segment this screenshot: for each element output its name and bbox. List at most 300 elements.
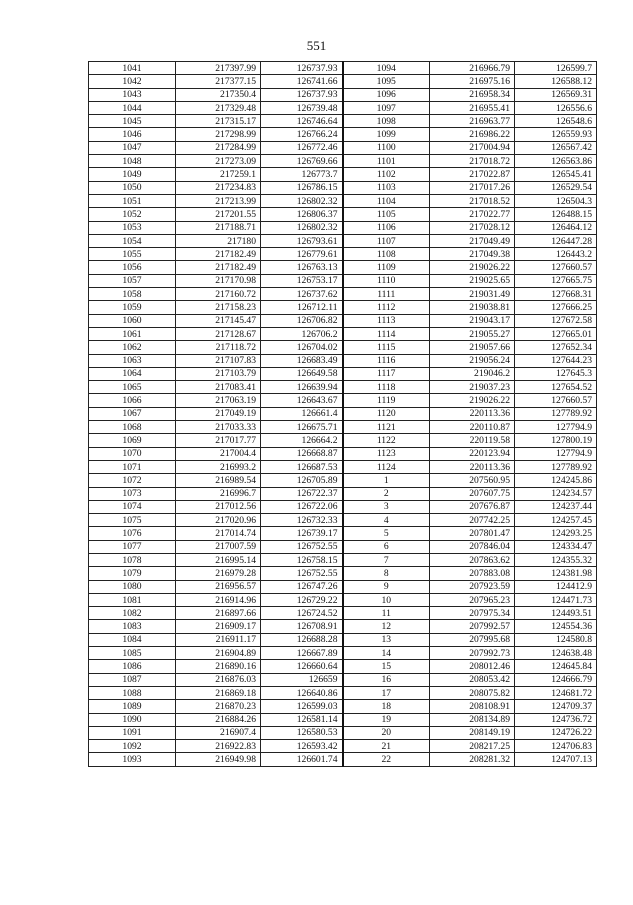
point-number-cell: 1061 xyxy=(89,327,176,340)
y-coordinate-cell: 127660.57 xyxy=(515,394,597,407)
y-coordinate-cell: 126488.15 xyxy=(515,208,597,221)
y-coordinate-cell: 124381.98 xyxy=(515,567,597,580)
table-row xyxy=(89,740,597,753)
y-coordinate-cell: 127654.52 xyxy=(515,381,597,394)
y-coordinate-cell: 126683.49 xyxy=(261,354,343,367)
y-coordinate-cell: 127789.92 xyxy=(515,460,597,473)
y-coordinate-cell: 124736.72 xyxy=(515,713,597,726)
x-coordinate-cell: 207992.73 xyxy=(430,647,515,660)
y-coordinate-cell: 126443.2 xyxy=(515,248,597,261)
y-coordinate-cell: 126706.82 xyxy=(261,314,343,327)
x-coordinate-cell: 217259.1 xyxy=(176,168,261,181)
point-number-cell: 5 xyxy=(343,527,430,540)
point-number-cell: 1094 xyxy=(343,62,430,75)
y-coordinate-cell: 126758.15 xyxy=(261,553,343,566)
x-coordinate-cell: 219046.2 xyxy=(430,367,515,380)
point-number-cell: 1108 xyxy=(343,248,430,261)
point-number-cell: 1054 xyxy=(89,234,176,247)
x-coordinate-cell: 217377.15 xyxy=(176,75,261,88)
x-coordinate-cell: 216869.18 xyxy=(176,686,261,699)
x-coordinate-cell: 216996.7 xyxy=(176,487,261,500)
y-coordinate-cell: 126667.89 xyxy=(261,647,343,660)
y-coordinate-cell: 124237.44 xyxy=(515,500,597,513)
x-coordinate-cell: 217160.72 xyxy=(176,288,261,301)
x-coordinate-cell: 216904.89 xyxy=(176,647,261,660)
x-coordinate-cell: 217158.23 xyxy=(176,301,261,314)
table-row xyxy=(89,647,597,660)
point-number-cell: 1088 xyxy=(89,686,176,699)
point-number-cell: 1084 xyxy=(89,633,176,646)
x-coordinate-cell: 217022.77 xyxy=(430,208,515,221)
y-coordinate-cell: 126786.15 xyxy=(261,181,343,194)
point-number-cell: 1110 xyxy=(343,274,430,287)
x-coordinate-cell: 217022.87 xyxy=(430,168,515,181)
y-coordinate-cell: 127644.23 xyxy=(515,354,597,367)
y-coordinate-cell: 126563.86 xyxy=(515,155,597,168)
y-coordinate-cell: 126639.94 xyxy=(261,381,343,394)
x-coordinate-cell: 219026.22 xyxy=(430,261,515,274)
y-coordinate-cell: 126708.91 xyxy=(261,620,343,633)
x-coordinate-cell: 217020.96 xyxy=(176,514,261,527)
point-number-cell: 1075 xyxy=(89,514,176,527)
y-coordinate-cell: 124709.37 xyxy=(515,700,597,713)
x-coordinate-cell: 217315.17 xyxy=(176,115,261,128)
x-coordinate-cell: 216956.57 xyxy=(176,580,261,593)
point-number-cell: 1089 xyxy=(89,700,176,713)
x-coordinate-cell: 216995.14 xyxy=(176,553,261,566)
y-coordinate-cell: 126802.32 xyxy=(261,194,343,207)
y-coordinate-cell: 126601.74 xyxy=(261,753,343,766)
y-coordinate-cell: 126746.64 xyxy=(261,115,343,128)
point-number-cell: 1073 xyxy=(89,487,176,500)
y-coordinate-cell: 127794.9 xyxy=(515,421,597,434)
x-coordinate-cell: 220119.58 xyxy=(430,434,515,447)
point-number-cell: 20 xyxy=(343,726,430,739)
x-coordinate-cell: 216958.34 xyxy=(430,88,515,101)
x-coordinate-cell: 217273.09 xyxy=(176,155,261,168)
x-coordinate-cell: 217049.19 xyxy=(176,407,261,420)
point-number-cell: 1041 xyxy=(89,62,176,75)
point-number-cell: 1121 xyxy=(343,421,430,434)
x-coordinate-cell: 217049.49 xyxy=(430,234,515,247)
y-coordinate-cell: 126769.66 xyxy=(261,155,343,168)
point-number-cell: 1120 xyxy=(343,407,430,420)
point-number-cell: 1072 xyxy=(89,474,176,487)
point-number-cell: 22 xyxy=(343,753,430,766)
y-coordinate-cell: 126722.06 xyxy=(261,500,343,513)
point-number-cell: 8 xyxy=(343,567,430,580)
table-row xyxy=(89,553,597,566)
point-number-cell: 1097 xyxy=(343,101,430,114)
y-coordinate-cell: 127666.25 xyxy=(515,301,597,314)
point-number-cell: 1077 xyxy=(89,540,176,553)
x-coordinate-cell: 217170.98 xyxy=(176,274,261,287)
page-number: 551 xyxy=(306,38,327,53)
x-coordinate-cell: 207992.57 xyxy=(430,620,515,633)
x-coordinate-cell: 207676.87 xyxy=(430,500,515,513)
point-number-cell: 1062 xyxy=(89,341,176,354)
x-coordinate-cell: 217234.83 xyxy=(176,181,261,194)
point-number-cell: 1065 xyxy=(89,381,176,394)
table-row xyxy=(89,527,597,540)
table-row xyxy=(89,128,597,141)
x-coordinate-cell: 207975.34 xyxy=(430,607,515,620)
table-row xyxy=(89,288,597,301)
x-coordinate-cell: 217017.26 xyxy=(430,181,515,194)
y-coordinate-cell: 124707.13 xyxy=(515,753,597,766)
y-coordinate-cell: 126569.31 xyxy=(515,88,597,101)
table-row xyxy=(89,101,597,114)
point-number-cell: 1076 xyxy=(89,527,176,540)
point-number-cell: 1070 xyxy=(89,447,176,460)
table-row xyxy=(89,341,597,354)
y-coordinate-cell: 126567.42 xyxy=(515,141,597,154)
x-coordinate-cell: 207607.75 xyxy=(430,487,515,500)
table-row xyxy=(89,314,597,327)
y-coordinate-cell: 124726.22 xyxy=(515,726,597,739)
table-row xyxy=(89,500,597,513)
y-coordinate-cell: 124645.84 xyxy=(515,660,597,673)
y-coordinate-cell: 124293.25 xyxy=(515,527,597,540)
point-number-cell: 2 xyxy=(343,487,430,500)
point-number-cell: 13 xyxy=(343,633,430,646)
x-coordinate-cell: 216979.28 xyxy=(176,567,261,580)
x-coordinate-cell: 217103.79 xyxy=(176,367,261,380)
point-number-cell: 1056 xyxy=(89,261,176,274)
point-number-cell: 1115 xyxy=(343,341,430,354)
x-coordinate-cell: 216876.03 xyxy=(176,673,261,686)
x-coordinate-cell: 216989.54 xyxy=(176,474,261,487)
y-coordinate-cell: 126545.41 xyxy=(515,168,597,181)
y-coordinate-cell: 124471.73 xyxy=(515,593,597,606)
y-coordinate-cell: 124666.79 xyxy=(515,673,597,686)
y-coordinate-cell: 127665.75 xyxy=(515,274,597,287)
x-coordinate-cell: 216907.4 xyxy=(176,726,261,739)
y-coordinate-cell: 126802.32 xyxy=(261,221,343,234)
y-coordinate-cell: 126766.24 xyxy=(261,128,343,141)
table-row xyxy=(89,75,597,88)
x-coordinate-cell: 216963.77 xyxy=(430,115,515,128)
y-coordinate-cell: 126737.93 xyxy=(261,62,343,75)
table-row xyxy=(89,660,597,673)
point-number-cell: 1119 xyxy=(343,394,430,407)
point-number-cell: 1063 xyxy=(89,354,176,367)
point-number-cell: 1100 xyxy=(343,141,430,154)
x-coordinate-cell: 219038.81 xyxy=(430,301,515,314)
y-coordinate-cell: 127652.34 xyxy=(515,341,597,354)
x-coordinate-cell: 208053.42 xyxy=(430,673,515,686)
point-number-cell: 1068 xyxy=(89,421,176,434)
point-number-cell: 1111 xyxy=(343,288,430,301)
y-coordinate-cell: 126599.03 xyxy=(261,700,343,713)
point-number-cell: 14 xyxy=(343,647,430,660)
y-coordinate-cell: 127668.31 xyxy=(515,288,597,301)
x-coordinate-cell: 216897.66 xyxy=(176,607,261,620)
table-row xyxy=(89,514,597,527)
point-number-cell: 1123 xyxy=(343,447,430,460)
table-row xyxy=(89,753,597,766)
point-number-cell: 21 xyxy=(343,740,430,753)
table-row xyxy=(89,700,597,713)
point-number-cell: 1104 xyxy=(343,194,430,207)
y-coordinate-cell: 124493.51 xyxy=(515,607,597,620)
point-number-cell: 16 xyxy=(343,673,430,686)
point-number-cell: 1117 xyxy=(343,367,430,380)
x-coordinate-cell: 217083.41 xyxy=(176,381,261,394)
y-coordinate-cell: 126464.12 xyxy=(515,221,597,234)
point-number-cell: 1048 xyxy=(89,155,176,168)
x-coordinate-cell: 216914.96 xyxy=(176,593,261,606)
table-row xyxy=(89,726,597,739)
point-number-cell: 1109 xyxy=(343,261,430,274)
table-row xyxy=(89,713,597,726)
x-coordinate-cell: 207801.47 xyxy=(430,527,515,540)
table-row xyxy=(89,115,597,128)
point-number-cell: 1059 xyxy=(89,301,176,314)
y-coordinate-cell: 126712.11 xyxy=(261,301,343,314)
y-coordinate-cell: 127645.3 xyxy=(515,367,597,380)
y-coordinate-cell: 124681.72 xyxy=(515,686,597,699)
x-coordinate-cell: 208281.32 xyxy=(430,753,515,766)
x-coordinate-cell: 207923.59 xyxy=(430,580,515,593)
x-coordinate-cell: 216993.2 xyxy=(176,460,261,473)
y-coordinate-cell: 124554.36 xyxy=(515,620,597,633)
y-coordinate-cell: 124234.57 xyxy=(515,487,597,500)
y-coordinate-cell: 124257.45 xyxy=(515,514,597,527)
x-coordinate-cell: 216975.16 xyxy=(430,75,515,88)
point-number-cell: 3 xyxy=(343,500,430,513)
point-number-cell: 1043 xyxy=(89,88,176,101)
y-coordinate-cell: 126747.26 xyxy=(261,580,343,593)
table-row xyxy=(89,593,597,606)
point-number-cell: 1064 xyxy=(89,367,176,380)
y-coordinate-cell: 126548.6 xyxy=(515,115,597,128)
x-coordinate-cell: 219026.22 xyxy=(430,394,515,407)
point-number-cell: 1114 xyxy=(343,327,430,340)
point-number-cell: 1116 xyxy=(343,354,430,367)
y-coordinate-cell: 126753.17 xyxy=(261,274,343,287)
y-coordinate-cell: 126739.17 xyxy=(261,527,343,540)
point-number-cell: 1099 xyxy=(343,128,430,141)
table-row xyxy=(89,540,597,553)
x-coordinate-cell: 207846.04 xyxy=(430,540,515,553)
y-coordinate-cell: 127672.58 xyxy=(515,314,597,327)
y-coordinate-cell: 126556.6 xyxy=(515,101,597,114)
x-coordinate-cell: 219055.27 xyxy=(430,327,515,340)
x-coordinate-cell: 217182.49 xyxy=(176,248,261,261)
point-number-cell: 1095 xyxy=(343,75,430,88)
y-coordinate-cell: 126661.4 xyxy=(261,407,343,420)
x-coordinate-cell: 217014.74 xyxy=(176,527,261,540)
x-coordinate-cell: 217007.59 xyxy=(176,540,261,553)
table-row xyxy=(89,607,597,620)
point-number-cell: 1057 xyxy=(89,274,176,287)
table-row xyxy=(89,208,597,221)
point-number-cell: 6 xyxy=(343,540,430,553)
y-coordinate-cell: 127665.01 xyxy=(515,327,597,340)
y-coordinate-cell: 126737.62 xyxy=(261,288,343,301)
x-coordinate-cell: 207742.25 xyxy=(430,514,515,527)
x-coordinate-cell: 207560.95 xyxy=(430,474,515,487)
table-row xyxy=(89,381,597,394)
y-coordinate-cell: 126599.7 xyxy=(515,62,597,75)
y-coordinate-cell: 126806.37 xyxy=(261,208,343,221)
y-coordinate-cell: 124580.8 xyxy=(515,633,597,646)
table-row xyxy=(89,633,597,646)
x-coordinate-cell: 219025.65 xyxy=(430,274,515,287)
point-number-cell: 7 xyxy=(343,553,430,566)
point-number-cell: 1051 xyxy=(89,194,176,207)
y-coordinate-cell: 126793.61 xyxy=(261,234,343,247)
point-number-cell: 1052 xyxy=(89,208,176,221)
y-coordinate-cell: 126675.71 xyxy=(261,421,343,434)
x-coordinate-cell: 216949.98 xyxy=(176,753,261,766)
y-coordinate-cell: 124355.32 xyxy=(515,553,597,566)
coordinates-table xyxy=(88,61,597,767)
table-row xyxy=(89,460,597,473)
point-number-cell: 1053 xyxy=(89,221,176,234)
y-coordinate-cell: 126643.67 xyxy=(261,394,343,407)
y-coordinate-cell: 126752.55 xyxy=(261,567,343,580)
y-coordinate-cell: 126668.87 xyxy=(261,447,343,460)
x-coordinate-cell: 216870.23 xyxy=(176,700,261,713)
table-row xyxy=(89,274,597,287)
point-number-cell: 1093 xyxy=(89,753,176,766)
x-coordinate-cell: 217017.77 xyxy=(176,434,261,447)
x-coordinate-cell: 220113.36 xyxy=(430,460,515,473)
x-coordinate-cell: 217107.83 xyxy=(176,354,261,367)
point-number-cell: 1069 xyxy=(89,434,176,447)
table-row xyxy=(89,327,597,340)
x-coordinate-cell: 217028.12 xyxy=(430,221,515,234)
table-row xyxy=(89,181,597,194)
x-coordinate-cell: 216955.41 xyxy=(430,101,515,114)
y-coordinate-cell: 124245.86 xyxy=(515,474,597,487)
x-coordinate-cell: 217284.99 xyxy=(176,141,261,154)
point-number-cell: 1049 xyxy=(89,168,176,181)
table-row xyxy=(89,421,597,434)
x-coordinate-cell: 217063.19 xyxy=(176,394,261,407)
y-coordinate-cell: 126580.53 xyxy=(261,726,343,739)
x-coordinate-cell: 208217.25 xyxy=(430,740,515,753)
point-number-cell: 1078 xyxy=(89,553,176,566)
y-coordinate-cell: 126706.2 xyxy=(261,327,343,340)
point-number-cell: 1087 xyxy=(89,673,176,686)
table-row xyxy=(89,686,597,699)
table-row xyxy=(89,221,597,234)
table-row xyxy=(89,567,597,580)
y-coordinate-cell: 126529.54 xyxy=(515,181,597,194)
x-coordinate-cell: 217004.4 xyxy=(176,447,261,460)
table-row xyxy=(89,62,597,75)
x-coordinate-cell: 216986.22 xyxy=(430,128,515,141)
table-row xyxy=(89,673,597,686)
x-coordinate-cell: 217018.52 xyxy=(430,194,515,207)
x-coordinate-cell: 220110.87 xyxy=(430,421,515,434)
x-coordinate-cell: 217213.99 xyxy=(176,194,261,207)
x-coordinate-cell: 217350.4 xyxy=(176,88,261,101)
table-body xyxy=(89,62,597,767)
y-coordinate-cell: 126687.53 xyxy=(261,460,343,473)
point-number-cell: 1102 xyxy=(343,168,430,181)
point-number-cell: 1079 xyxy=(89,567,176,580)
x-coordinate-cell: 208134.89 xyxy=(430,713,515,726)
point-number-cell: 1058 xyxy=(89,288,176,301)
x-coordinate-cell: 216884.26 xyxy=(176,713,261,726)
y-coordinate-cell: 126581.14 xyxy=(261,713,343,726)
point-number-cell: 1082 xyxy=(89,607,176,620)
point-number-cell: 15 xyxy=(343,660,430,673)
point-number-cell: 11 xyxy=(343,607,430,620)
x-coordinate-cell: 217049.38 xyxy=(430,248,515,261)
point-number-cell: 1112 xyxy=(343,301,430,314)
point-number-cell: 1047 xyxy=(89,141,176,154)
x-coordinate-cell: 217018.72 xyxy=(430,155,515,168)
table-row xyxy=(89,367,597,380)
point-number-cell: 1105 xyxy=(343,208,430,221)
table-row xyxy=(89,194,597,207)
table-row xyxy=(89,354,597,367)
point-number-cell: 1046 xyxy=(89,128,176,141)
y-coordinate-cell: 126779.61 xyxy=(261,248,343,261)
point-number-cell: 1083 xyxy=(89,620,176,633)
y-coordinate-cell: 126763.13 xyxy=(261,261,343,274)
point-number-cell: 10 xyxy=(343,593,430,606)
x-coordinate-cell: 208012.46 xyxy=(430,660,515,673)
point-number-cell: 9 xyxy=(343,580,430,593)
point-number-cell: 1 xyxy=(343,474,430,487)
y-coordinate-cell: 126664.2 xyxy=(261,434,343,447)
x-coordinate-cell: 217012.56 xyxy=(176,500,261,513)
point-number-cell: 1106 xyxy=(343,221,430,234)
table-row xyxy=(89,248,597,261)
y-coordinate-cell: 124412.9 xyxy=(515,580,597,593)
point-number-cell: 1060 xyxy=(89,314,176,327)
x-coordinate-cell: 220123.94 xyxy=(430,447,515,460)
x-coordinate-cell: 217201.55 xyxy=(176,208,261,221)
point-number-cell: 1103 xyxy=(343,181,430,194)
point-number-cell: 1044 xyxy=(89,101,176,114)
table-row xyxy=(89,168,597,181)
point-number-cell: 1090 xyxy=(89,713,176,726)
x-coordinate-cell: 216922.83 xyxy=(176,740,261,753)
x-coordinate-cell: 217182.49 xyxy=(176,261,261,274)
y-coordinate-cell: 126504.3 xyxy=(515,194,597,207)
table-row xyxy=(89,234,597,247)
x-coordinate-cell: 220113.36 xyxy=(430,407,515,420)
y-coordinate-cell: 126649.58 xyxy=(261,367,343,380)
y-coordinate-cell: 126772.46 xyxy=(261,141,343,154)
y-coordinate-cell: 124334.47 xyxy=(515,540,597,553)
x-coordinate-cell: 217145.47 xyxy=(176,314,261,327)
x-coordinate-cell: 216890.16 xyxy=(176,660,261,673)
point-number-cell: 18 xyxy=(343,700,430,713)
table-row xyxy=(89,447,597,460)
y-coordinate-cell: 126659 xyxy=(261,673,343,686)
y-coordinate-cell: 126705.89 xyxy=(261,474,343,487)
x-coordinate-cell: 219043.17 xyxy=(430,314,515,327)
point-number-cell: 1091 xyxy=(89,726,176,739)
x-coordinate-cell: 207863.62 xyxy=(430,553,515,566)
y-coordinate-cell: 127794.9 xyxy=(515,447,597,460)
point-number-cell: 12 xyxy=(343,620,430,633)
y-coordinate-cell: 126729.22 xyxy=(261,593,343,606)
point-number-cell: 1067 xyxy=(89,407,176,420)
x-coordinate-cell: 217118.72 xyxy=(176,341,261,354)
y-coordinate-cell: 126773.7 xyxy=(261,168,343,181)
x-coordinate-cell: 217329.48 xyxy=(176,101,261,114)
point-number-cell: 1055 xyxy=(89,248,176,261)
